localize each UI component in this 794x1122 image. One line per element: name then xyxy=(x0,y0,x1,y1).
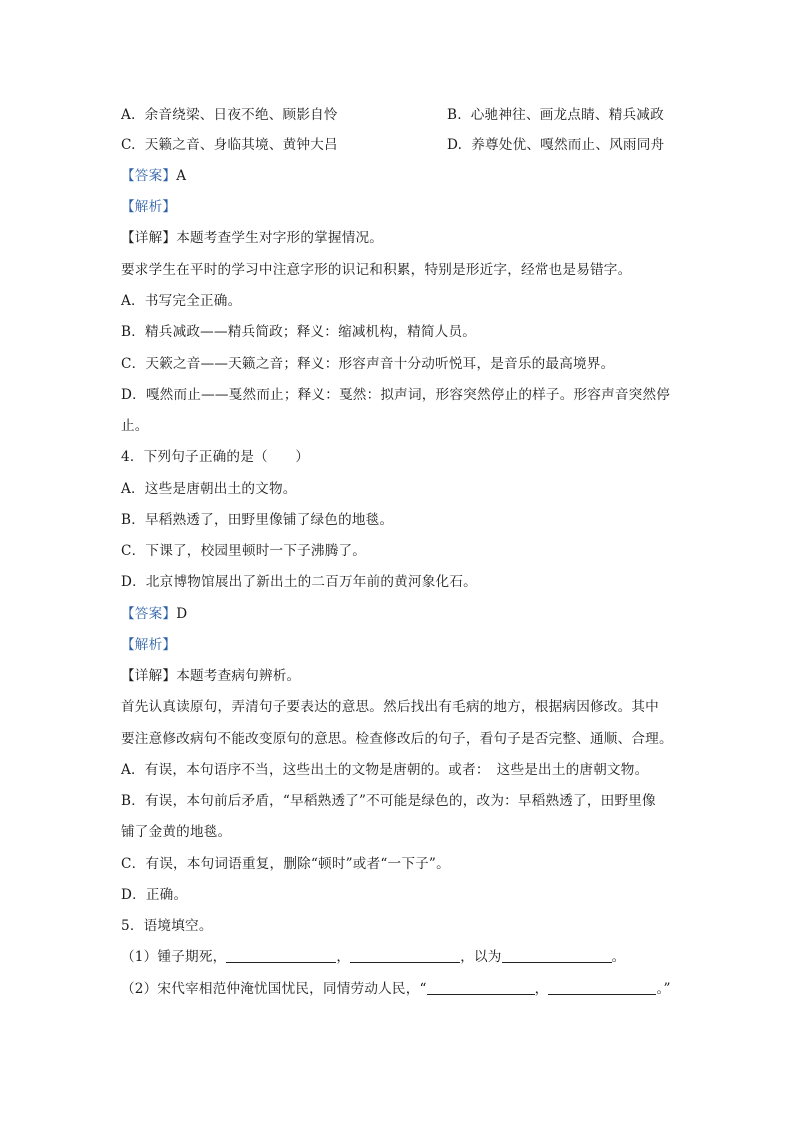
detail-tag: 【详解】 xyxy=(121,230,177,246)
detail-text: 本题考查学生对字形的掌握情况。 xyxy=(176,230,384,246)
q4-option-d: D．北京博物馆展出了新出土的二百万年前的黄河象化石。 xyxy=(121,574,477,590)
answer-tag: 【答案】 xyxy=(121,168,177,184)
prev-detail xyxy=(121,228,687,248)
prev-option-d: D. 养尊处优、嘎然而止、风雨同舟 xyxy=(447,137,665,153)
answer-value: A xyxy=(176,168,187,184)
q4-option-a: A．这些是唐朝出土的文物。 xyxy=(121,481,297,497)
q5-stem: 5．语境填空。 xyxy=(121,918,213,934)
q4-answer xyxy=(121,604,687,624)
q4-detail xyxy=(121,666,687,686)
prev-line-3: B．精兵减政——精兵简政；释义：缩减机构，精简人员。 xyxy=(121,324,477,340)
q4-line-5: 铺了金黄的地毯。 xyxy=(121,824,232,840)
fill-blank[interactable] xyxy=(548,980,656,995)
prev-answer xyxy=(121,166,687,186)
answer-tag: 【答案】 xyxy=(121,606,177,622)
q4-stem: 4．下列句子正确的是（ ） xyxy=(121,449,310,465)
prev-analysis-tag: 【解析】 xyxy=(121,199,177,215)
prev-line-1: 要求学生在平时的学习中注意字形的识记和积累，特别是形近字，经常也是易错字。 xyxy=(121,262,632,278)
q4-line-7: D．正确。 xyxy=(121,887,188,903)
q4-option-c: C．下课了，校园里顿时一下子沸腾了。 xyxy=(121,543,367,559)
q4-line-6: C．有误，本句词语重复，删除“顿时”或者“一下子”。 xyxy=(121,856,450,872)
q4-option-b: B．早稻熟透了，田野里像铺了绿色的地毯。 xyxy=(121,512,394,528)
detail-tag: 【详解】 xyxy=(121,668,177,684)
prev-option-a: A. 余音绕梁、日夜不绝、顾影自怜 xyxy=(121,107,338,123)
fill-blank[interactable] xyxy=(502,948,612,963)
q4-line-2: 要注意修改病句不能改变原句的意思。检查修改后的句子，看句子是否完整、通顺、合理。 xyxy=(121,731,673,747)
detail-text: 本题考查病句辨析。 xyxy=(176,668,301,684)
q5-item-2: （2）宋代宰相范仲淹忧国忧民，同情劳动人民，“ ， 。” xyxy=(121,981,671,997)
prev-line-4: C．天簌之音——天籁之音；释义：形容声音十分动听悦耳，是音乐的最高境界。 xyxy=(121,356,615,372)
prev-option-c: C. 天籁之音、身临其境、黄钟大吕 xyxy=(121,137,338,153)
prev-line-5: D．嘎然而止——戛然而止；释义：戛然：拟声词，形容突然停止的样子。形容声音突然停 xyxy=(121,387,671,403)
q4-analysis-tag: 【解析】 xyxy=(121,637,177,653)
fill-blank[interactable] xyxy=(427,980,535,995)
q4-line-1: 首先认真读原句，弄清句子要表达的意思。然后找出有毛病的地方，根据病因修改。其中 xyxy=(121,699,659,715)
prev-line-2: A．书写完全正确。 xyxy=(121,293,242,309)
q5-item-1: （1）锺子期死， ， ，以为 。 xyxy=(121,949,626,965)
fill-blank[interactable] xyxy=(226,948,336,963)
prev-line-6: 止。 xyxy=(121,418,149,434)
prev-option-b: B. 心驰神往、画龙点睛、精兵减政 xyxy=(447,107,664,123)
q4-line-4: B．有误，本句前后矛盾，“早稻熟透了”不可能是绿色的，改为：早稻熟透了，田野里像 xyxy=(121,793,656,809)
answer-value: D xyxy=(176,606,188,622)
fill-blank[interactable] xyxy=(350,948,460,963)
q4-line-3: A．有误，本句语序不当，这些出土的文物是唐朝的。或者： 这些是出土的唐朝文物。 xyxy=(121,762,649,778)
